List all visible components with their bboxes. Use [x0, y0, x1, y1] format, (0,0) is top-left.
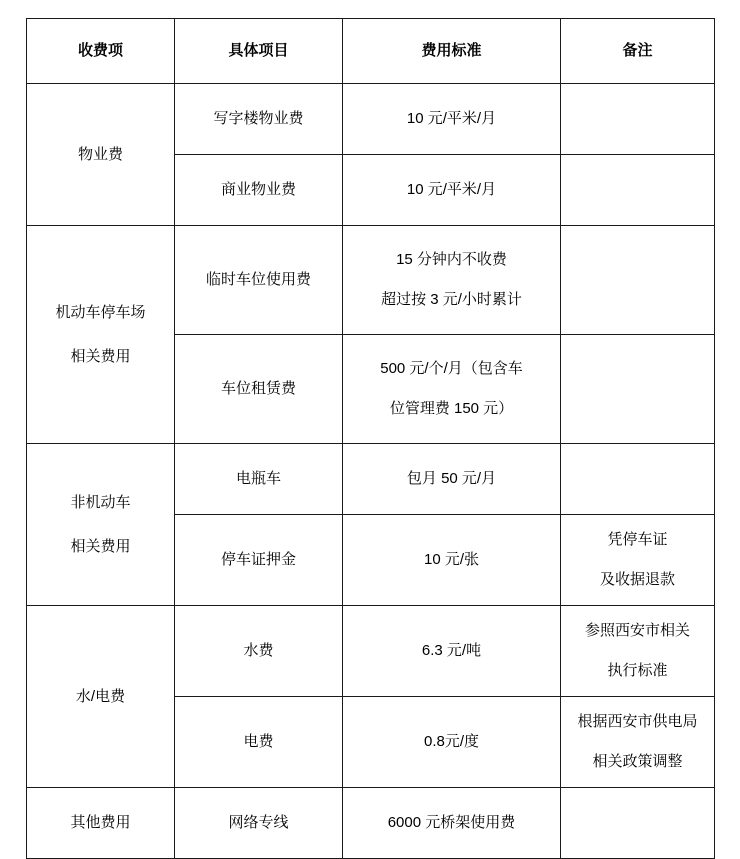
remark-cell: [561, 515, 715, 606]
item-label: 车位租赁费: [175, 335, 343, 444]
column-header-fee-category: 收费项: [27, 19, 175, 84]
standard-cell: [343, 335, 561, 444]
standard-line: 10 元/平米/月: [406, 181, 497, 198]
standard-line: 6.3 元/吨: [421, 642, 482, 659]
remark-line: 参照西安市相关: [584, 622, 690, 639]
table-header-row: [27, 19, 715, 84]
remark-cell: [561, 84, 715, 155]
item-label: 临时车位使用费: [175, 226, 343, 335]
standard-line: 位管理费 150 元）: [389, 400, 514, 417]
remark-cell: [561, 697, 715, 788]
group-label-line: 机动车停车场: [55, 303, 146, 321]
group-label-line: 水/电费: [75, 687, 126, 705]
standard-line: 0.8元/度: [423, 733, 480, 750]
standard-cell: [343, 515, 561, 606]
group-label-line: 相关费用: [70, 347, 131, 365]
table-row: [27, 606, 715, 697]
standard-cell: [343, 155, 561, 226]
column-header-standard: 费用标准: [343, 19, 561, 84]
table-row: [27, 788, 715, 859]
remark-cell: [561, 444, 715, 515]
standard-cell: [343, 697, 561, 788]
standard-cell: [343, 788, 561, 859]
group-label-other-fee: [27, 788, 175, 859]
group-label-motor-vehicle-parking: [27, 226, 175, 444]
standard-line: 包月 50 元/月: [406, 470, 497, 487]
standard-cell: [343, 444, 561, 515]
standard-cell: [343, 226, 561, 335]
remark-cell: [561, 226, 715, 335]
remark-line: 及收据退款: [599, 571, 675, 588]
group-label-line: 相关费用: [70, 537, 131, 555]
remark-cell: [561, 155, 715, 226]
group-label-line: 其他费用: [70, 814, 131, 831]
remark-line: 相关政策调整: [592, 753, 683, 770]
remark-line: 根据西安市供电局: [577, 713, 698, 730]
item-label: 电瓶车: [175, 444, 343, 515]
item-label: 商业物业费: [175, 155, 343, 226]
group-label-line: 非机动车: [70, 493, 131, 511]
column-header-remark: 备注: [561, 19, 715, 84]
group-label-property-fee: [27, 84, 175, 226]
table-row: [27, 226, 715, 335]
item-label: 网络专线: [175, 788, 343, 859]
remark-line: 凭停车证: [607, 531, 668, 548]
standard-line: 超过按 3 元/小时累计: [381, 291, 522, 308]
remark-cell: [561, 788, 715, 859]
item-label: 停车证押金: [175, 515, 343, 606]
item-label: 电费: [175, 697, 343, 788]
standard-line: 15 分钟内不收费: [396, 251, 507, 268]
standard-line: 500 元/个/月（包含车: [380, 360, 523, 377]
group-label-non-motor-vehicle: [27, 444, 175, 606]
remark-cell: [561, 335, 715, 444]
table-row: [27, 84, 715, 155]
fee-table: [26, 18, 715, 859]
standard-line: 10 元/平米/月: [406, 110, 497, 127]
standard-cell: [343, 606, 561, 697]
group-label-water-electricity: [27, 606, 175, 788]
table-row: [27, 444, 715, 515]
column-header-item: 具体项目: [175, 19, 343, 84]
remark-cell: [561, 606, 715, 697]
standard-line: 10 元/张: [423, 551, 480, 568]
item-label: 水费: [175, 606, 343, 697]
group-label-line: 物业费: [77, 145, 123, 163]
standard-line: 6000 元桥架使用费: [387, 814, 516, 831]
standard-cell: [343, 84, 561, 155]
remark-line: 执行标准: [607, 662, 668, 679]
item-label: 写字楼物业费: [175, 84, 343, 155]
